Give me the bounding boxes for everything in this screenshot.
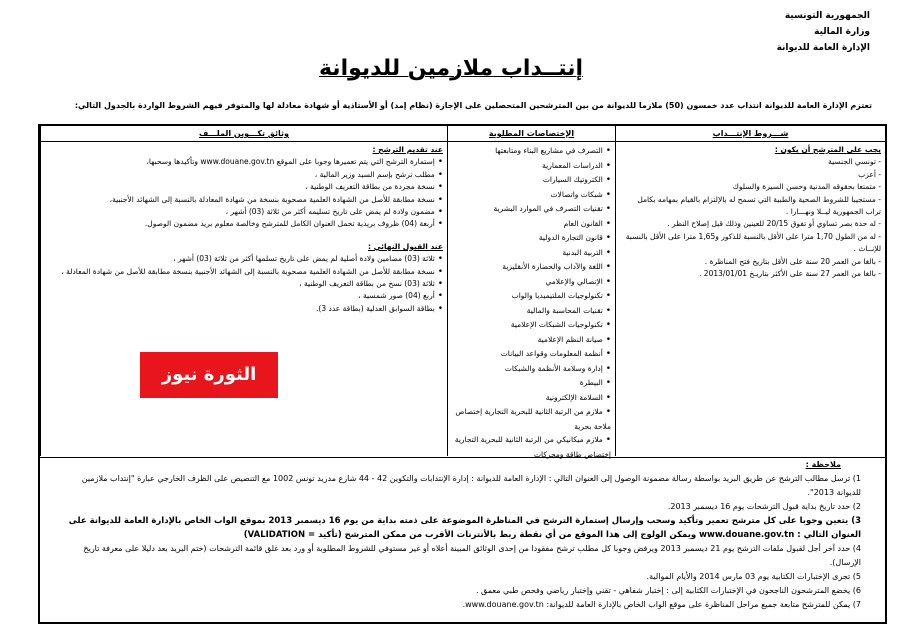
intro-text: تعتزم الإدارة العامة للديوانة انتداب عدد خمسون (50) ملازما للديوانة من بين المترشحين المتحصلين على الإجازة (نظام إمد) أو الأستاذية أو شهادة معادلة لها والمتوفر فيهم الشروط الواردة بالجدول التالي: bbox=[74, 101, 872, 110]
specialty-item: • السلامة الإلكترونية bbox=[452, 391, 611, 406]
condition-item: - بالغا من العمر 20 سنة على الأقل بتاريخ فتح المناظرة . bbox=[620, 256, 881, 268]
final-document-item: • نسخة مطابقة للأصل من الشهادة العلمية مصحوبة بالنسبة إلى الشهائد الأجنبية بنسخة مطابقة للأصل من شهادة المعادلة ، bbox=[45, 266, 443, 278]
note-item: 6) يخضع المترشحون الناجحون في الإختبارات الكتابية إلى : إختبار شفاهي - تقني وإختبار رياضي وفحص طبي معمق . bbox=[475, 586, 861, 595]
specialty-item: • صيانة النظم الإعلامية bbox=[452, 333, 611, 348]
specialty-item: • تقنيات المحاسبة والمالية bbox=[452, 304, 611, 319]
condition-item: - له حدة بصر تساوي أو تفوق 20/15 للعينين وذلك قبل إصلاح النظر . bbox=[620, 218, 881, 230]
header-directorate: الإدارة العامة للديوانة bbox=[776, 43, 870, 53]
header-ministry: وزارة المالية bbox=[814, 27, 870, 37]
issuer-header bbox=[670, 8, 870, 56]
documents-submit-list bbox=[45, 156, 443, 230]
header-country: الجمهورية التونسية bbox=[784, 11, 870, 21]
specialty-item: • الدراسات المعمارية bbox=[452, 159, 611, 174]
documents-subhead-submit: عند تقديم الترشح : bbox=[372, 145, 443, 154]
specialties-header: الإختصاصات المطلوبة bbox=[448, 126, 615, 142]
specialty-item: • تكنولوجيات الملتيميديا والواب bbox=[452, 289, 611, 304]
page-title bbox=[0, 56, 902, 81]
specialty-item: • التصرف في مشاريع البناء ومتابعتها bbox=[452, 144, 611, 159]
documents-subhead-final: عند القبول النهائي : bbox=[367, 241, 443, 251]
note-item: 2) حدد تاريخ بداية قبول الترشحات يوم 16 ديسمبر 2013. bbox=[667, 502, 861, 511]
documents-final-list bbox=[45, 253, 443, 315]
watermark-stamp: الثورة نيوز bbox=[140, 352, 278, 398]
final-document-item: • أربع (04) صور شمسية ، bbox=[45, 290, 443, 302]
document-item: • إستمارة الترشح التي يتم تعميرها وجوبا على الموقع www.douane.gov.tn وتأكيدها وسحبها، bbox=[45, 156, 443, 168]
conditions-header: شـــروط الإنتـــداب bbox=[616, 126, 885, 142]
document-item: • نسخة مطابقة للأصل من الشهادة العلمية مصحوبة بنسخة من شهادة المعادلة بالنسبة إلى الشهائد الأجنبية، bbox=[45, 194, 443, 206]
note-item: 7) يمكن للمترشح متابعة جميع مراحل المناظرة على موقع الواب الخاص بالإدارة العامة للديوانة: www.douane.gov.tn. bbox=[462, 600, 861, 609]
specialty-item: • الإتصالي والإعلامي bbox=[452, 275, 611, 290]
condition-item: - مستجيبا للشروط الصحية والطبية التي تسمح له بالإلتزام بالقيام بمهامه بكامل تراب الجمهورية ليــلا ونهـــارا . bbox=[620, 194, 881, 219]
specialty-item: • الكتروتيك السيارات bbox=[452, 173, 611, 188]
specialties-list bbox=[452, 144, 611, 461]
notes-section bbox=[40, 457, 885, 623]
documents-cell bbox=[45, 144, 443, 315]
specialty-item: • البيطرة bbox=[452, 376, 611, 391]
condition-item: - بالغا من العمر 27 سنة على الأكثر بتاريـخ 2013/01/01 . bbox=[620, 268, 881, 280]
document-item: • نسخة مجردة من بطاقة التعريف الوطنية ، bbox=[45, 181, 443, 193]
final-document-item: • ثلاثة (03) نسخ من بطاقة التعريف الوطنية ، bbox=[45, 278, 443, 290]
documents-header: وثائق تكـــوين الملـــف bbox=[41, 126, 447, 142]
documents-column bbox=[40, 126, 447, 456]
conditions-list bbox=[620, 156, 881, 280]
specialty-item: • تكنولوجيات الشبكات الإعلامية bbox=[452, 318, 611, 333]
condition-item: - له من الطول 1,70 مترا على الأقل بالنسبة للذكور و1,65 مترا على الأقل بالنسبة للإنــاث . bbox=[620, 231, 881, 256]
note-item: 4) حدد آخر أجل لقبول ملفات الترشح يوم 21 ديسمبر 2013 ويرفض وجوبا كل مطلب ترشح مفقودا من إحدى الوثائق المبينة أعلاه أو غير مستوفي للشروط المطلوبة أو ورد بعد غلق قائمة الترشحات (ختم البريد بعد دليلا على معرفة تاريخ الإرسال). bbox=[83, 544, 861, 567]
specialty-item: • القانون العام bbox=[452, 217, 611, 232]
condition-item: - تونسي الجنسية bbox=[620, 156, 881, 168]
final-document-item: • ثلاثة (03) مضامين ولادة أصلية لم يمض على تاريخ تسلمها أكثر من ثلاثة (03) أشهر ، bbox=[45, 253, 443, 265]
conditions-cell bbox=[620, 144, 881, 280]
document-item: • مضمون ولادة لم يمض على تاريخ تسليمه أكثر من ثلاثة (03) أشهر ، bbox=[45, 206, 443, 218]
conditions-column bbox=[615, 126, 885, 456]
note-item: 5) تجرى الإختبارات الكتابية يوم 03 مارس 2014 والأيام الموالية. bbox=[646, 572, 861, 581]
conditions-subhead: يجب على المترشح أن يكون : bbox=[774, 145, 881, 154]
requirements-table bbox=[40, 126, 885, 459]
condition-item: - متمتعا بحقوقه المدنية وحسن السيرة والسلوك bbox=[620, 181, 881, 193]
document-item: • أربعة (04) ظروف بريدية تحمل العنوان الكامل للمترشح وخالصة معلوم بريد مضمون الوصول. bbox=[45, 218, 443, 230]
specialty-item: • أنظمة المعلومات وقواعد البيانات bbox=[452, 347, 611, 362]
specialty-item: • قانون التجارة الدولية bbox=[452, 231, 611, 246]
specialty-item: • اللغة والآداب والحضارة الأنقليزية bbox=[452, 260, 611, 275]
note-item: 3) يتعين وجوبا على كل مترشح تعمير وتأكيد وسحب وإرسال إستمارة الترشح في المناظرة الموضوعة على ذمته بداية من يوم 16 ديسمبر 2013 بموقع الواب الخاص بالإدارة العامة للديوانة على العنوان التالي : www.douane.gov.tn ويمكن الولوج إلى هذا الموقع من أي نقطة ربط بالأنترنات الأقرب من ممكن المترشح (تأكيد = VALIDATION) bbox=[68, 516, 861, 540]
specialties-column bbox=[447, 126, 615, 459]
specialty-item: • ملازم ميكانيكي من الرتبة الثانية للبحرية التجارية إختصاص طاقة ومحركات bbox=[452, 433, 611, 461]
specialty-item: • التربية البدنية bbox=[452, 246, 611, 261]
notes-title: ملاحظة : bbox=[805, 460, 841, 469]
specialty-item: • ملازم من الرتبة الثانية للبحرية التجارية إختصاص ملاحة بحرية bbox=[452, 405, 611, 433]
final-document-item: • بطاقة السوابق العدلية (بطاقة عدد 3). bbox=[45, 303, 443, 315]
document-item: • مطلب ترشح بإسم السيد وزير المالية ، bbox=[45, 169, 443, 181]
condition-item: - أعزب bbox=[620, 169, 881, 181]
specialty-item: • تقنيات التصرف في الموارد البشرية bbox=[452, 202, 611, 217]
specialty-item: • شبكات واتصالات bbox=[452, 188, 611, 203]
specialty-item: • إدارة وسلامة الأنظمة والشبكات bbox=[452, 362, 611, 377]
notes-list bbox=[56, 472, 861, 612]
page-title-text: إنتــداب ملازمين للديوانة bbox=[318, 56, 584, 81]
note-item: 1) ترسل مطالب الترشح عن طريق البريد بواسطة رسالة مضمونة الوصول إلى العنوان التالي : الإدارة العامة للديوانة : إدارة الإنتدابات والتكوين 42 - 44 شارع مدريد تونس 1002 مع التنصيص على الظرف الخارجي عبارة "إنتداب ملازمين للديوانة 2013". bbox=[81, 474, 861, 497]
